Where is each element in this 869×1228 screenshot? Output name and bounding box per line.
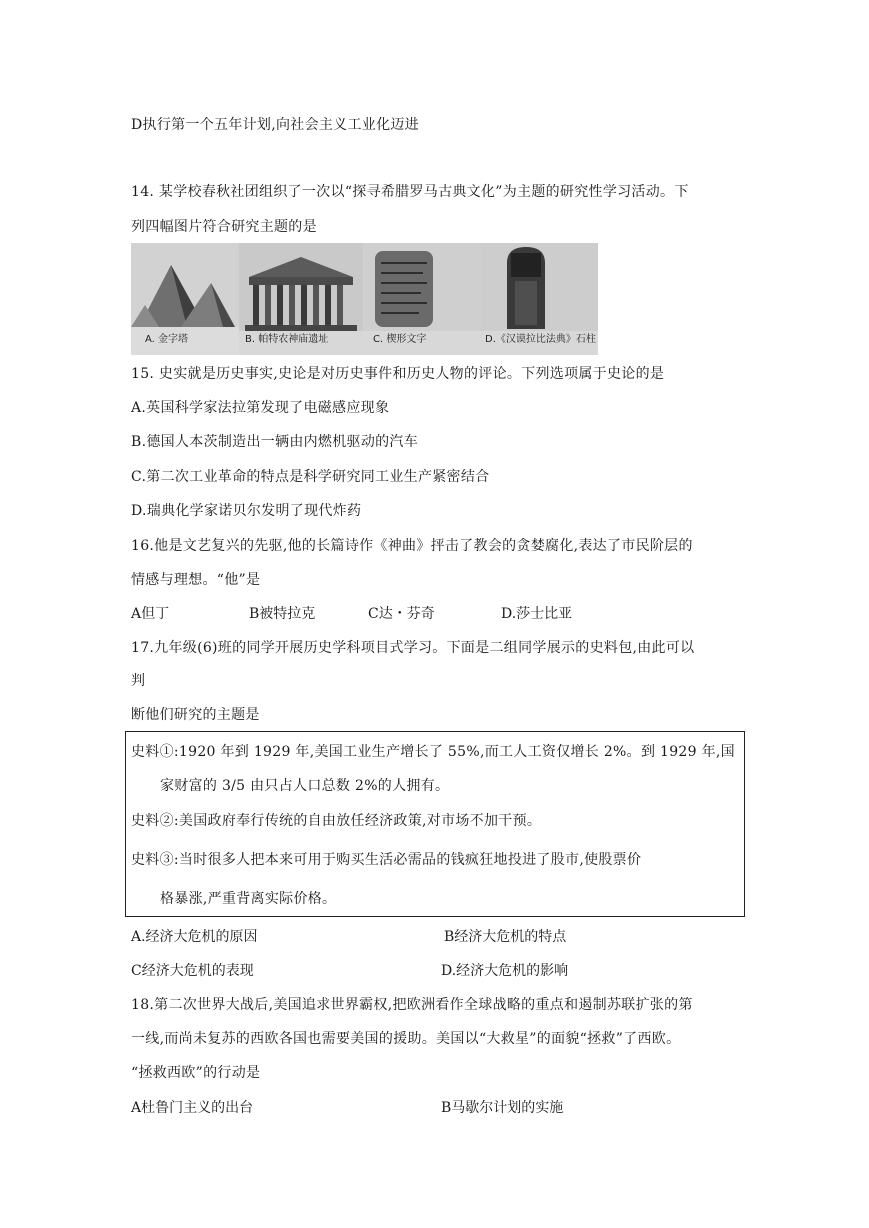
q17-material3-line2: 格暴涨,严重背离实际价格。 (160, 891, 337, 907)
pyramid-photo (131, 243, 239, 355)
q16-stem-line1: 16.他是文艺复兴的先驱,他的长篇诗作《神曲》抨击了教会的贪婪腐化,表达了市民阶层的 (131, 538, 693, 554)
q17-material1-line2: 家财富的 3/5 由只占人口总数 2%的人拥有。 (160, 778, 450, 794)
q16-option-b: B被特拉克 (249, 606, 316, 622)
q14-stem-line1: 14. 某学校春秋社团组织了一次以“探寻希腊罗马古典文化”为主题的研究性学习活动。下 (131, 184, 689, 200)
q16-stem-line2: 情感与理想。“他”是 (131, 572, 261, 588)
q18-stem-line3: “拯救西欧”的行动是 (131, 1065, 261, 1081)
q15-stem: 15. 史实就是历史事实,史论是对历史事件和历史人物的评论。下列选项属于史论的是 (131, 366, 665, 382)
q13-option-d: D执行第一个五年计划,向社会主义工业化迈进 (131, 117, 419, 133)
q18-option-b: B马歇尔计划的实施 (441, 1100, 564, 1116)
cuneiform-tablet-photo (363, 243, 481, 355)
q16-option-c: C达・芬奇 (368, 606, 435, 622)
q14-stem-line2: 列四幅图片符合研究主题的是 (131, 219, 317, 235)
q16-option-a: A但丁 (131, 606, 170, 622)
q15-option-b: B.德国人本茨制造出一辆由内燃机驱动的汽车 (131, 434, 419, 450)
parthenon-photo (239, 243, 363, 355)
stele-photo (481, 243, 598, 355)
q17-material3-line1: 史料③:当时很多人把本来可用于购买生活必需品的钱疯狂地投进了股市,使股票价 (131, 852, 642, 868)
q16-option-d: D.莎士比亚 (501, 606, 573, 622)
q14-caption-b: B. 帕特农神庙遗址 (245, 334, 329, 345)
q17-option-d: D.经济大危机的影响 (441, 963, 569, 979)
q15-option-d: D.瑞典化学家诺贝尔发明了现代炸药 (131, 503, 362, 519)
q17-option-a: A.经济大危机的原因 (131, 929, 258, 945)
q17-stem-line3: 断他们研究的主题是 (131, 707, 260, 723)
q17-stem-line1: 17.九年级(6)班的同学开展历史学科项目式学习。下面是二组同学展示的史料包,由此可以 (131, 640, 695, 656)
q18-stem-line1: 18.第二次世界大战后,美国追求世界霸权,把欧洲看作全球战略的重点和遏制苏联扩张的第 (131, 997, 693, 1013)
q14-picture-strip (131, 243, 598, 355)
q17-material2: 史料②:美国政府奉行传统的自由放任经济政策,对市场不加干预。 (131, 813, 542, 829)
q17-option-b: B经济大危机的特点 (444, 929, 567, 945)
q18-option-a: A杜鲁门主义的出台 (131, 1100, 254, 1116)
q15-option-a: A.英国科学家法拉第发现了电磁感应现象 (131, 400, 390, 416)
q18-stem-line2: 一线,而尚未复苏的西欧各国也需要美国的援助。美国以“大救星”的面貌“拯救”了西欧。 (131, 1031, 681, 1047)
q14-caption-c: C. 楔形文字 (373, 334, 427, 345)
q17-stem-line2: 判 (131, 673, 146, 689)
q15-option-c: C.第二次工业革命的特点是科学研究同工业生产紧密结合 (131, 469, 490, 485)
q17-option-c: C经济大危机的表现 (131, 963, 254, 979)
q14-caption-d: D.《汉谟拉比法典》石柱 (485, 334, 596, 345)
q14-caption-a: A. 金字塔 (145, 334, 189, 345)
q17-material1-line1: 史料①:1920 年到 1929 年,美国工业生产增长了 55%,而工人工资仅增长 2%。到 1929 年,国 (131, 744, 735, 760)
